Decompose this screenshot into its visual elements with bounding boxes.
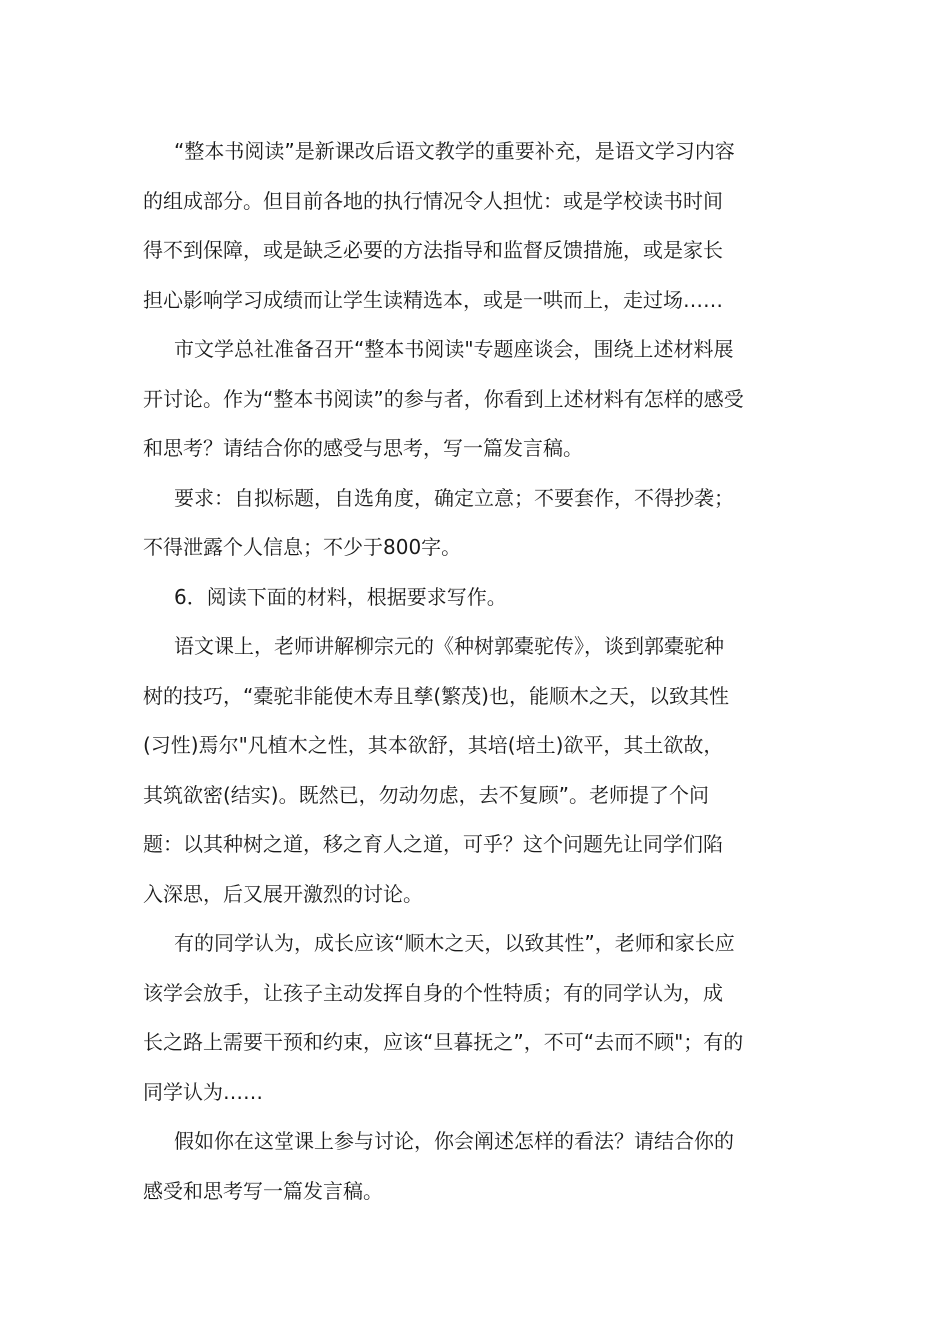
text-line: 同学认为…… xyxy=(143,1079,263,1104)
paragraph-guo-tuotuo-material xyxy=(143,622,807,919)
text-line: 市文学总社准备召开“整本书阅读"专题座谈会，围绕上述材料展 xyxy=(174,337,734,361)
text-line: 开讨论。作为“整本书阅读”的参与者，你看到上述材料有怎样的感受 xyxy=(143,386,744,411)
document-body xyxy=(143,127,807,1216)
paragraph-student-views xyxy=(143,919,807,1117)
question-6-heading xyxy=(143,573,807,623)
text-line: (习性)焉尔"凡植木之性，其本欲舒，其培(培土)欲平，其土欲故， xyxy=(143,733,724,757)
text-line: 入深思，后又展开激烈的讨论。 xyxy=(143,881,423,906)
text-line: 要求：自拟标题，自选角度，确定立意；不要套作，不得抄袭； xyxy=(174,485,734,510)
text-line: 有的同学认为，成长应该“顺木之天，以致其性”，老师和家长应 xyxy=(174,931,735,955)
text-line: “整本书阅读”是新课改后语文教学的重要补充，是语文学习内容 xyxy=(174,139,735,163)
paragraph-whole-book-reading-intro xyxy=(143,127,807,325)
text-line: 其筑欲密(结实)。既然已，勿动勿虑，去不复顾”。老师提了个问 xyxy=(143,782,709,807)
text-line: 6．阅读下面的材料，根据要求写作。 xyxy=(174,584,507,609)
text-line: 该学会放手，让孩子主动发挥自身的个性特质；有的同学认为，成 xyxy=(143,980,723,1005)
text-line: 树的技巧，“橐驼非能使木寿且孳(繁茂)也，能顺木之天，以致其性 xyxy=(143,683,729,708)
paragraph-symposium-task xyxy=(143,325,807,474)
text-line: 长之路上需要干预和约束，应该“旦暮抚之”，不可“去而不顾"；有的 xyxy=(143,1030,744,1054)
paragraph-writing-prompt xyxy=(143,1117,807,1216)
text-line: 假如你在这堂课上参与讨论，你会阐述怎样的看法？请结合你的 xyxy=(174,1129,734,1153)
text-line: 得不到保障，或是缺乏必要的方法指导和监督反馈措施，或是家长 xyxy=(143,238,723,262)
text-line: 和思考？请结合你的感受与思考，写一篇发言稿。 xyxy=(143,436,583,460)
paragraph-requirements xyxy=(143,474,807,573)
text-line: 感受和思考写一篇发言稿。 xyxy=(143,1178,383,1203)
text-line: 题：以其种树之道，移之育人之道，可乎？这个问题先让同学们陷 xyxy=(143,832,723,856)
text-line: 语文课上，老师讲解柳宗元的《种树郭橐驼传》，谈到郭橐驼种 xyxy=(174,634,724,658)
text-line: 不得泄露个人信息；不少于800字。 xyxy=(143,535,462,559)
text-line: 担心影响学习成绩而让学生读精选本，或是一哄而上，走过场…… xyxy=(143,287,723,312)
text-line: 的组成部分。但目前各地的执行情况令人担忧：或是学校读书时间 xyxy=(143,188,723,213)
